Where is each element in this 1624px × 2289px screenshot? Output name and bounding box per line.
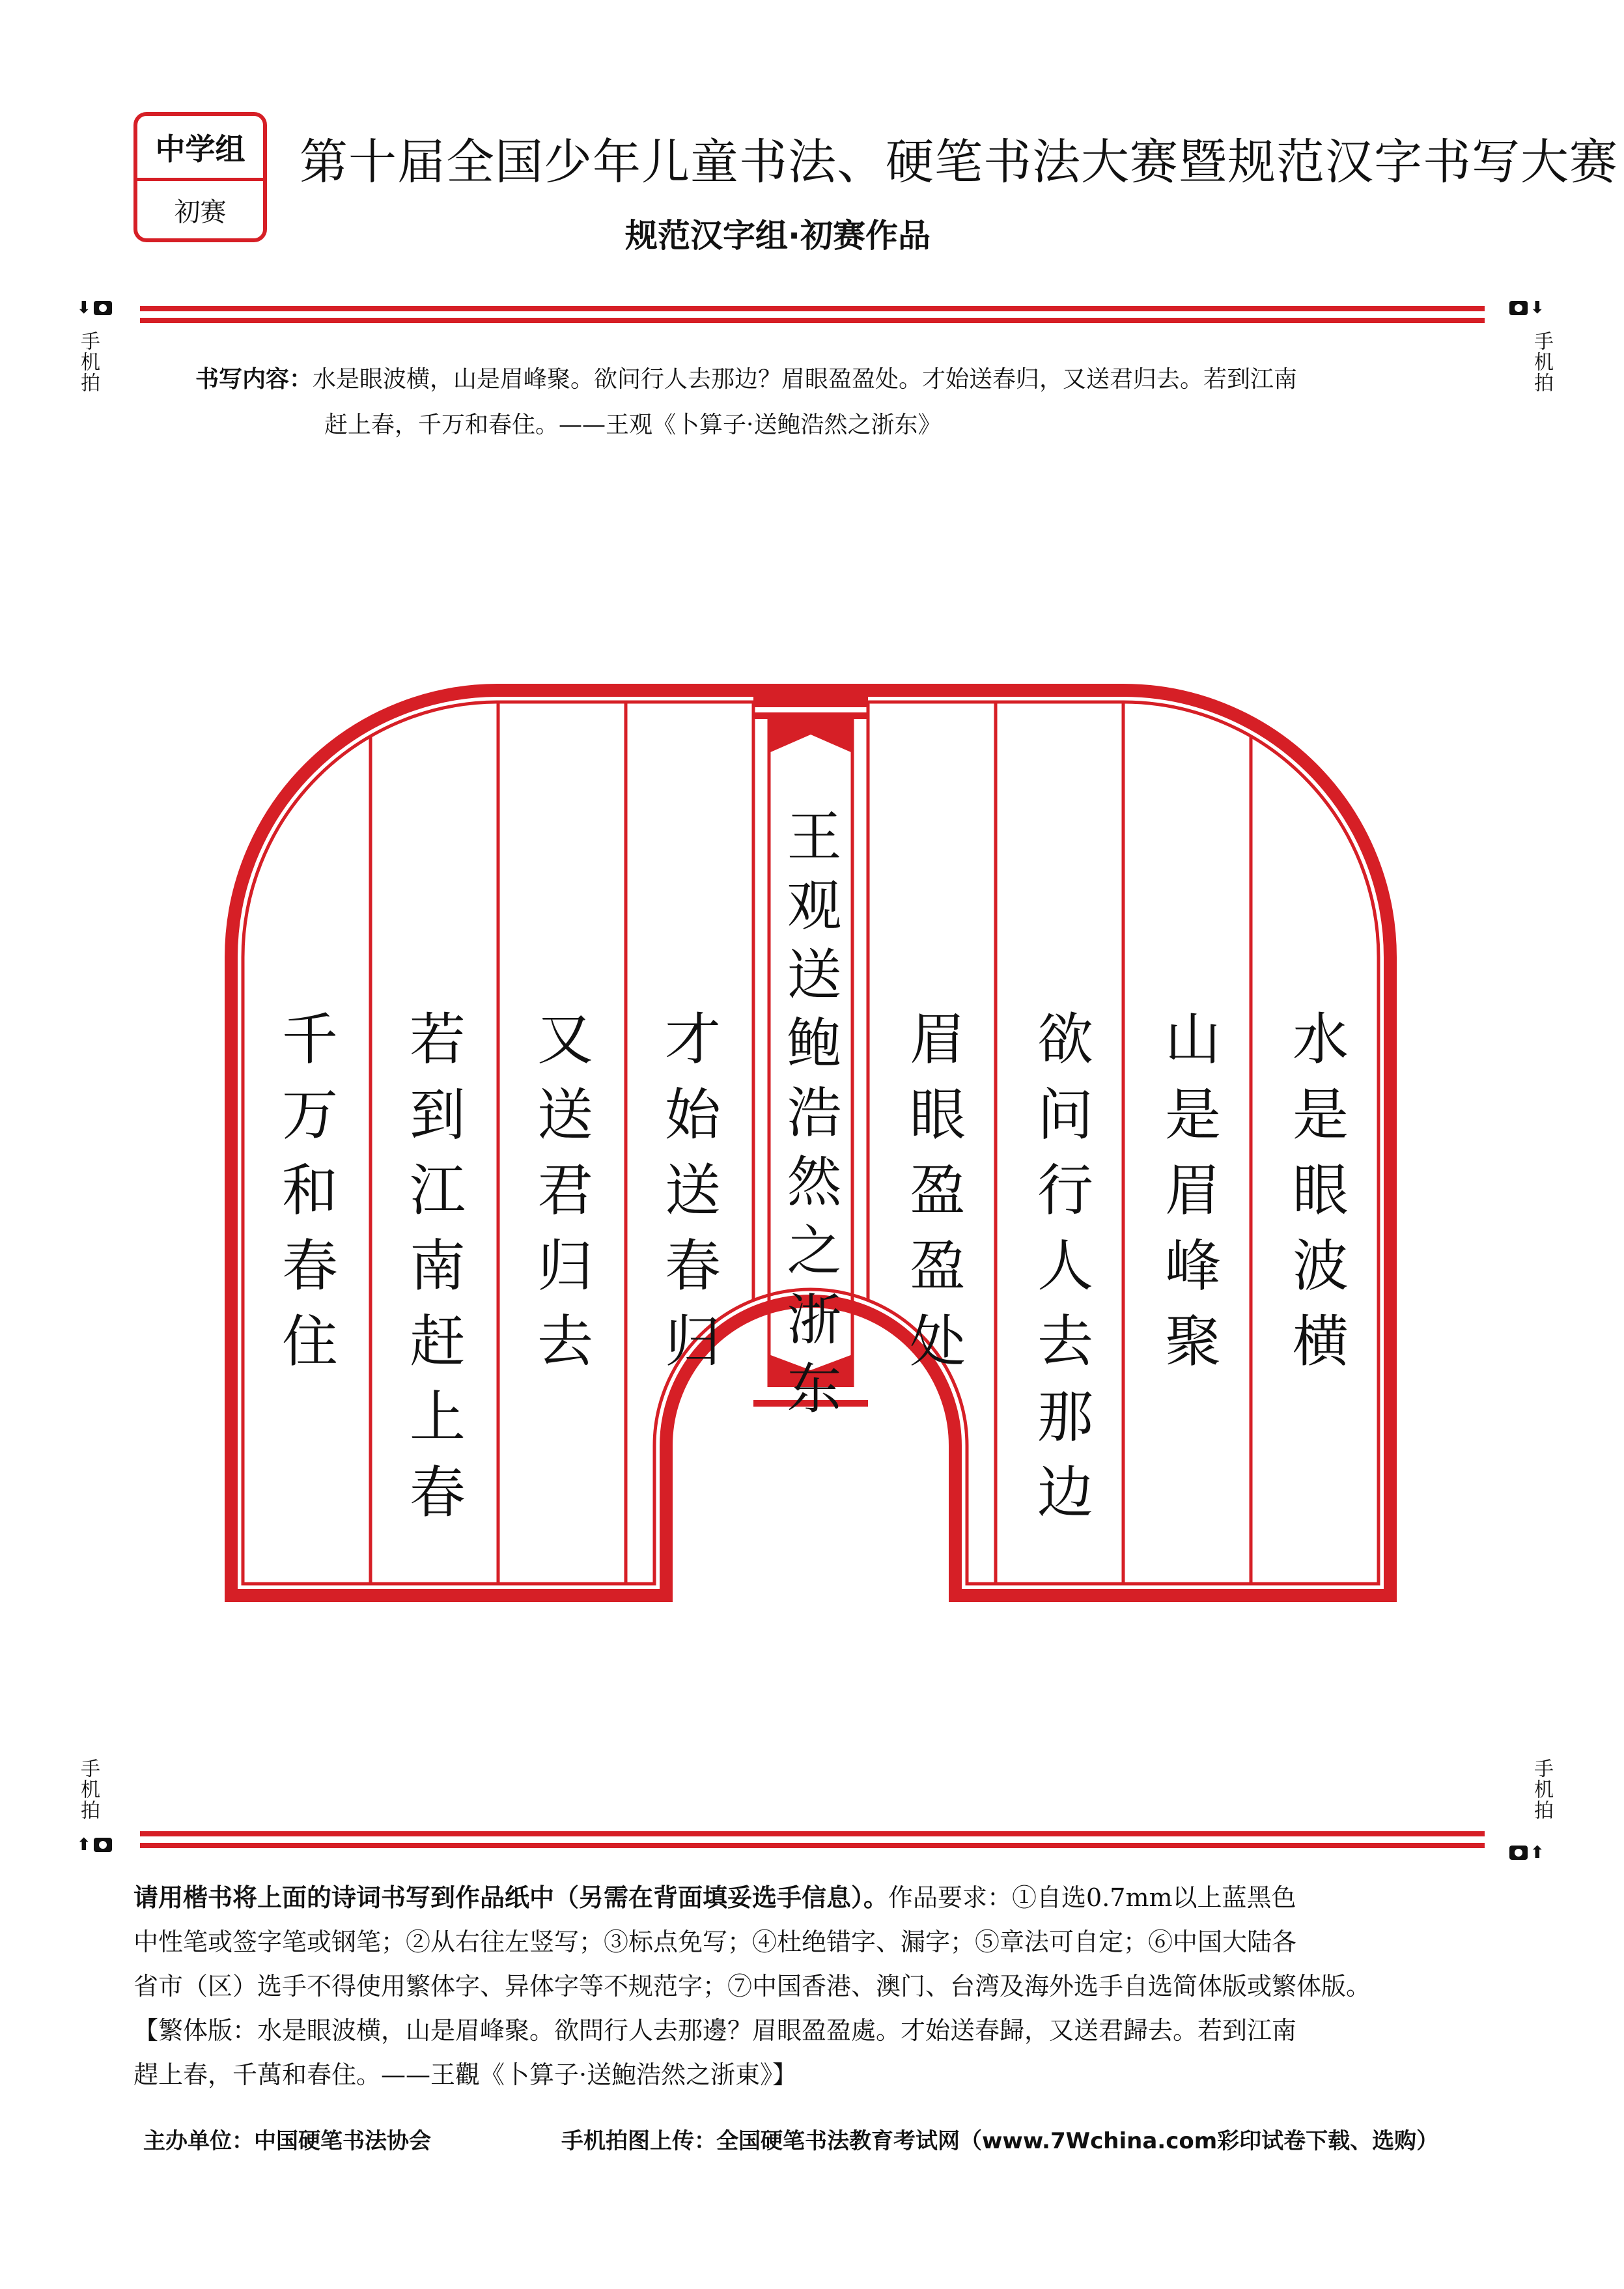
sheet-column-4: 眉眼盈盈处 [900,1009,965,1387]
badge-stage-label: 初赛 [174,197,227,227]
sheet-column-title: 王观送鲍浩然之浙东 [778,807,842,1429]
instructions-line-5: 趕上春，千萬和春住。——王觀《卜算子·送鮑浩然之浙東》】 [133,2060,798,2089]
badge-group-label: 中学组 [137,116,263,181]
photo-marker-top-right [1509,298,1545,318]
bottom-red-rule [140,1831,1485,1848]
instructions-line-1: 作品要求：①自选0.7mm以上蓝黑色 [888,1883,1296,1912]
content-line-2: 赶上春，千万和春住。——王观《卜算子·送鲍浩然之浙东》 [324,412,942,438]
photo-label-bottom-right: 手机拍 [1530,1758,1553,1821]
instructions-line-2: 中性笔或签字笔或钢笔；②从右往左竖写；③标点免写；④杜绝错字、漏字；⑤章法可自定；⑥中国大陆各 [133,1928,1297,1956]
camera-icon [94,301,112,315]
instructions-line-4: 【繁体版：水是眼波横，山是眉峰聚。欲問行人去那邊？眉眼盈盈處。才始送春歸，又送君歸去。若到江南 [133,2016,1297,2045]
photo-label-top-right: 手机拍 [1530,331,1553,393]
sheet-column-8: 若到江南赶上春 [400,1009,465,1538]
instructions [133,1875,1501,2097]
content-line-1: 水是眼波横，山是眉峰聚。欲问行人去那边？眉眼盈盈处。才始送春归，又送君归去。若到江南 [313,366,1298,393]
writing-sheet [225,684,1397,1602]
arrow-down-icon: ⬇ [1530,298,1545,318]
footer-upload-link[interactable]: 手机拍图上传：全国硬笔书法教育考试网（www.7Wchina.com彩印试卷下载、选购） [561,2128,1439,2154]
content-label: 书写内容： [195,366,313,393]
photo-label-bottom-left: 手机拍 [77,1758,100,1821]
page-title: 第十届全国少年儿童书法、硬笔书法大赛暨规范汉字书写大赛 [300,134,1618,190]
instructions-lead: 请用楷书将上面的诗词书写到作品纸中（另需在背面填妥选手信息）。 [133,1883,889,1912]
arrow-up-icon: ⬆ [1530,1843,1545,1862]
arrow-up-icon: ⬆ [77,1835,91,1855]
sheet-column-7: 又送君归去 [527,1009,593,1387]
camera-icon [94,1838,112,1852]
camera-icon [1509,301,1528,315]
sheet-column-3: 欲问行人去那边 [1028,1009,1093,1538]
sheet-column-2: 山是眉峰聚 [1155,1009,1220,1387]
photo-marker-bottom-right [1509,1843,1545,1862]
top-red-rule [140,306,1485,323]
photo-marker-bottom-left [77,1835,112,1855]
photo-marker-top-left [77,298,112,318]
camera-icon [1509,1846,1528,1860]
arrow-down-icon: ⬇ [77,298,91,318]
group-badge [133,112,267,242]
footer-organizer: 主办单位：中国硬笔书法协会 [143,2128,431,2154]
sheet-column-9: 千万和春住 [272,1009,337,1387]
sheet-column-6: 才始送春归 [655,1009,720,1387]
sheet-column-1: 水是眼波横 [1283,1009,1348,1387]
photo-label-top-left: 手机拍 [77,331,100,393]
writing-content [195,357,1433,448]
page-subtitle: 规范汉字组·初赛作品 [625,217,931,255]
instructions-line-3: 省市（区）选手不得使用繁体字、异体字等不规范字；⑦中国香港、澳门、台湾及海外选手自选简体版或繁体版。 [133,1972,1371,2001]
